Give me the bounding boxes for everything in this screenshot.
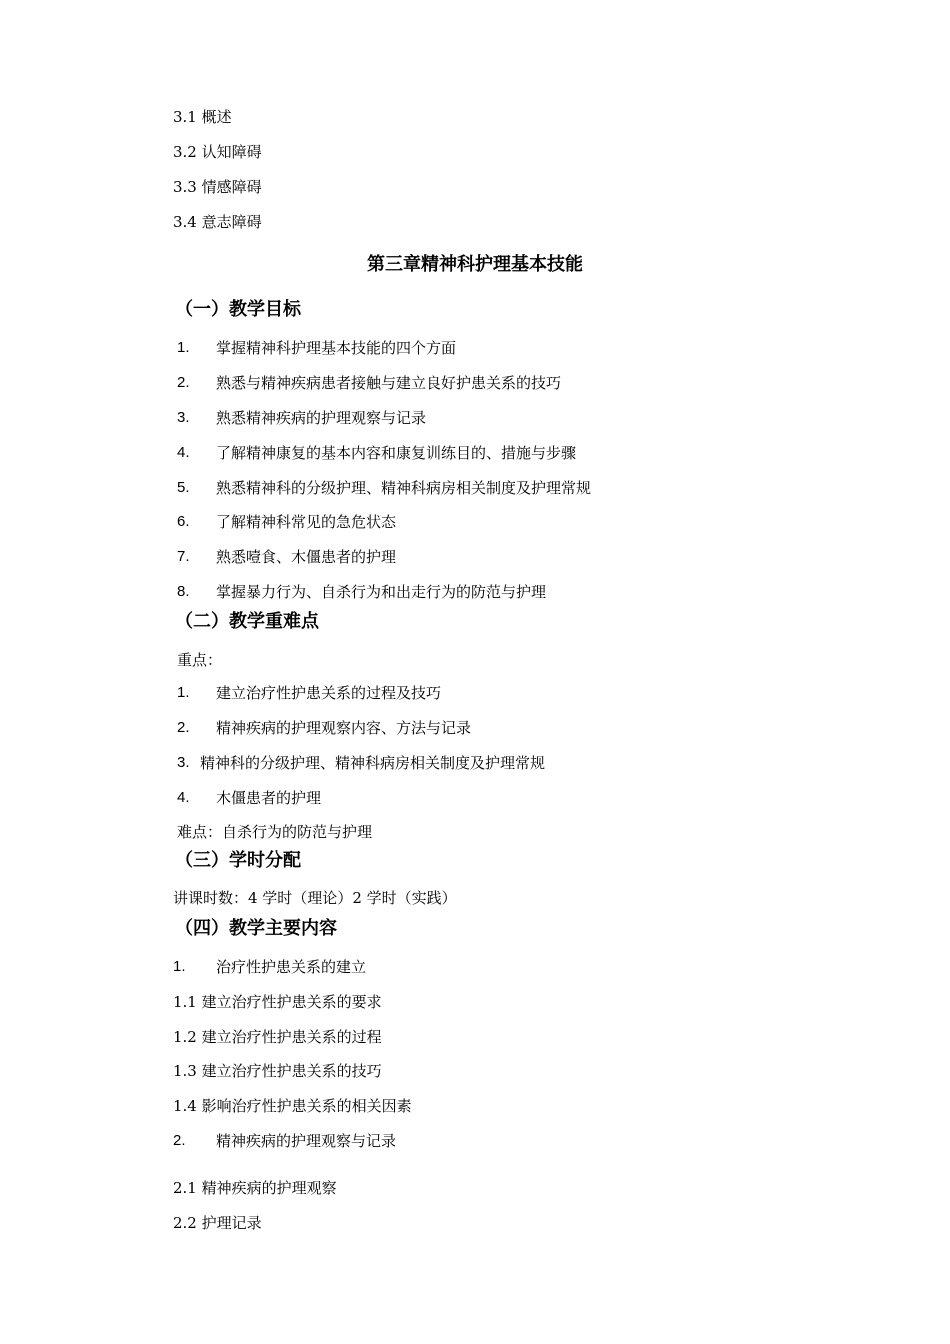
key-points-label: 重点：	[177, 651, 223, 669]
section-heading: （一）教学目标	[175, 299, 301, 320]
list-item: 熟悉噎食、木僵患者的护理	[216, 548, 397, 566]
difficulty-line: 难点：自杀行为的防范与护理	[177, 823, 373, 841]
list-number: 2.	[177, 374, 190, 391]
section-heading: （三）学时分配	[175, 850, 301, 871]
list-item: 精神科的分级护理、精神科病房相关制度及护理常规	[200, 754, 546, 772]
list-number: 3.	[177, 409, 190, 426]
list-item: 熟悉精神疾病的护理观察与记录	[216, 409, 427, 427]
list-item: 了解精神科常见的急危状态	[216, 513, 397, 531]
top-item: 3.3 情感障碍	[173, 178, 262, 196]
list-number: 8.	[177, 583, 190, 600]
list-number: 1.	[177, 339, 190, 356]
list-item: 了解精神康复的基本内容和康复训练目的、措施与步骤	[216, 444, 577, 462]
list-item: 治疗性护患关系的建立	[216, 958, 367, 976]
sub-item: 1.2 建立治疗性护患关系的过程	[173, 1028, 382, 1046]
top-item: 3.1 概述	[173, 108, 232, 126]
sub-item: 1.1 建立治疗性护患关系的要求	[173, 993, 382, 1011]
sub-item: 2.1 精神疾病的护理观察	[173, 1179, 337, 1197]
sub-item: 2.2 护理记录	[173, 1214, 262, 1232]
list-item: 掌握精神科护理基本技能的四个方面	[216, 339, 457, 357]
top-item: 3.4 意志障碍	[173, 213, 262, 231]
list-number: 1.	[177, 684, 190, 701]
list-number: 7.	[177, 548, 190, 565]
list-item: 精神疾病的护理观察内容、方法与记录	[216, 719, 472, 737]
section-heading: （二）教学重难点	[175, 611, 319, 632]
list-number: 2.	[177, 719, 190, 736]
list-number: 5.	[177, 479, 190, 496]
list-item: 精神疾病的护理观察与记录	[216, 1132, 397, 1150]
top-item: 3.2 认知障碍	[173, 143, 262, 161]
list-number: 4.	[177, 444, 190, 461]
hours-line: 讲课时数：4 学时（理论）2 学时（实践）	[173, 889, 457, 907]
list-number: 6.	[177, 513, 190, 530]
list-item: 熟悉精神科的分级护理、精神科病房相关制度及护理常规	[216, 479, 592, 497]
list-item: 掌握暴力行为、自杀行为和出走行为的防范与护理	[216, 583, 547, 601]
sub-item: 1.4 影响治疗性护患关系的相关因素	[173, 1097, 412, 1115]
list-number: 3.	[177, 754, 190, 771]
list-number: 4.	[177, 789, 190, 806]
list-number: 1.	[173, 958, 186, 975]
section-heading: （四）教学主要内容	[175, 918, 337, 939]
list-item: 建立治疗性护患关系的过程及技巧	[216, 684, 442, 702]
sub-item: 1.3 建立治疗性护患关系的技巧	[173, 1062, 382, 1080]
list-item: 熟悉与精神疾病患者接触与建立良好护患关系的技巧	[216, 374, 562, 392]
list-number: 2.	[173, 1132, 186, 1149]
chapter-title: 第三章精神科护理基本技能	[367, 254, 583, 275]
list-item: 木僵患者的护理	[216, 789, 322, 807]
